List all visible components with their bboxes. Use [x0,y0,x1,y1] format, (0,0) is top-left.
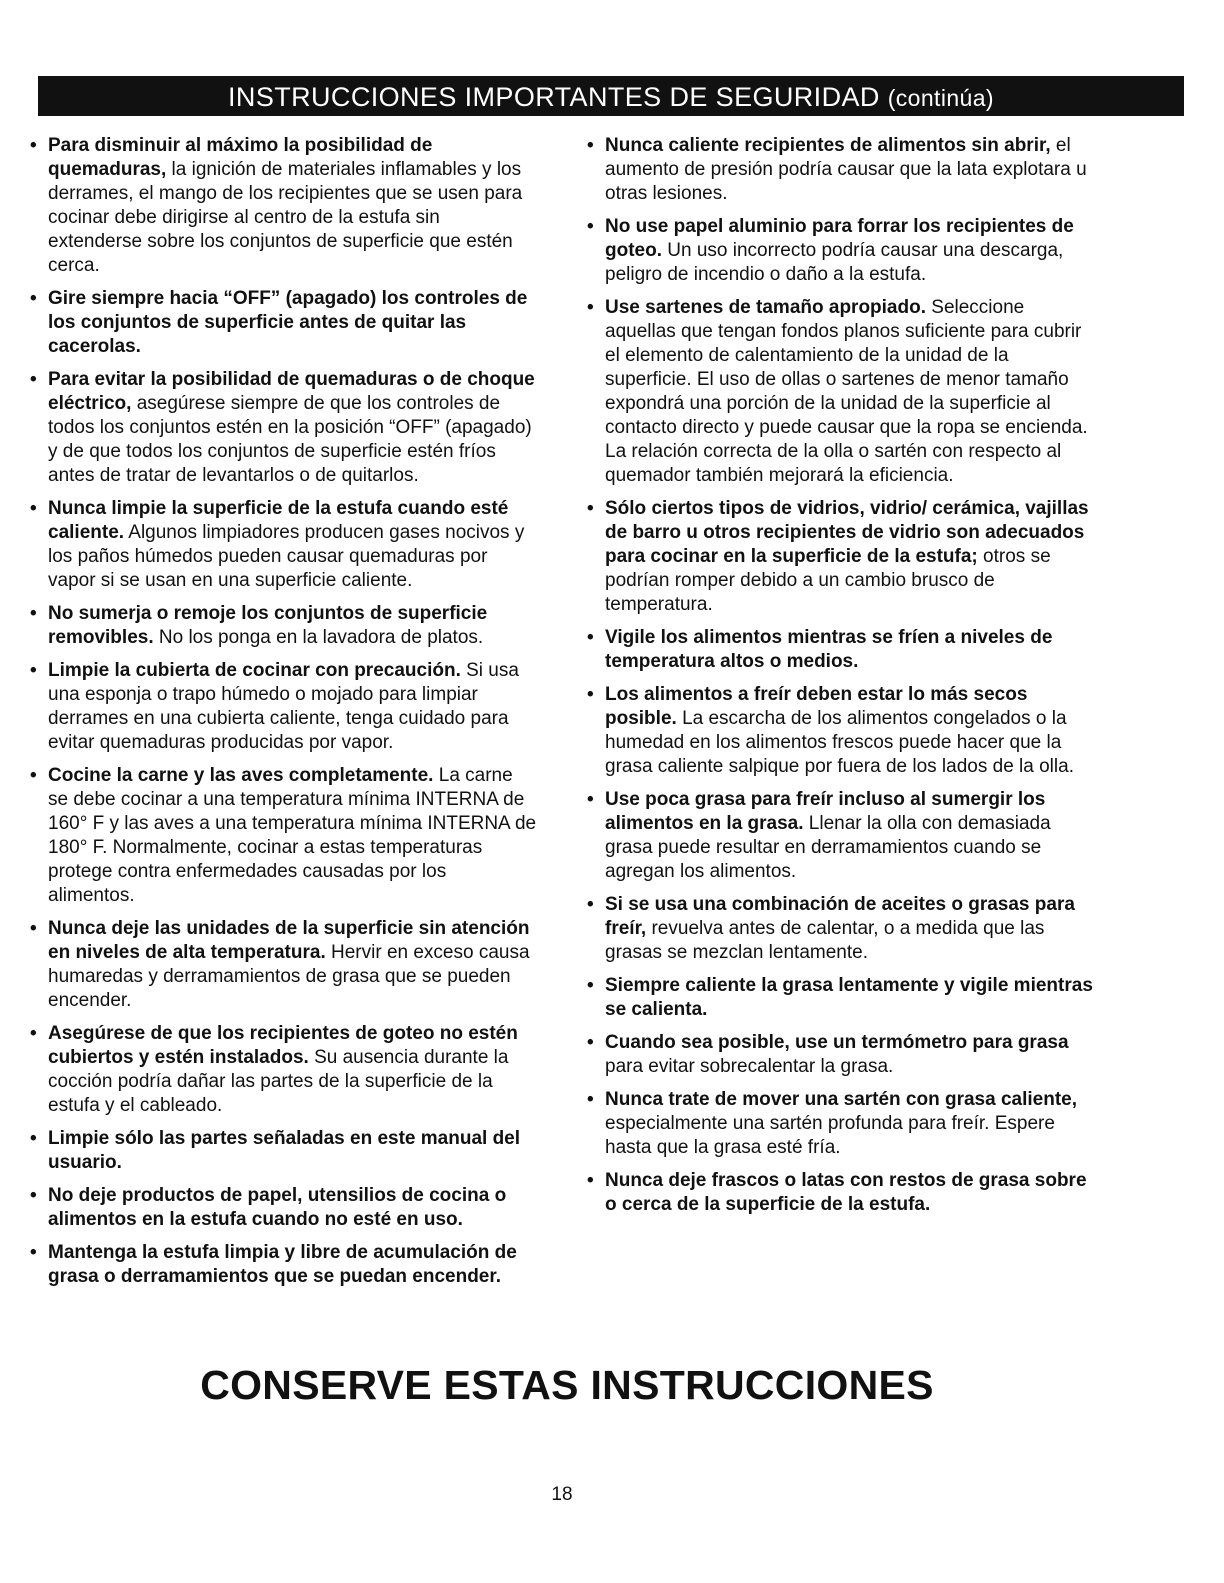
list-item [28,764,538,908]
bullet-icon: • [30,765,37,786]
bullet-icon: • [30,135,37,156]
bullet-icon: • [30,1242,37,1263]
item-heading: Gire siempre hacia “OFF” (apagado) los controles de los conjuntos de superficie antes de quitar las cacerolas. [48,288,528,357]
list-item [28,287,538,359]
item-text: para evitar sobrecalentar la grasa. [605,1056,894,1077]
list-item [585,788,1100,884]
list-item [28,368,538,488]
item-text: Seleccione aquellas que tengan fondos planos suficiente para cubrir el elemento de calentamiento de la unidad de la superficie. El uso de ollas o sartenes de menor tamaño expondrá una porción de la unidad de la superficie al contacto directo y puede causar que la ropa se encienda. La relación correcta de la olla o sartén con respecto al quemador también mejorará la eficiencia. [605,297,1088,486]
item-text: asegúrese siempre de que los controles de todos los conjuntos estén en la posición “OFF” (apagado) y de que todos los conjuntos de superficie estén fríos antes de tratar de levantarlos o de quitarlos. [48,393,532,486]
item-heading: No deje productos de papel, utensilios de cocina o alimentos en la estufa cuando no esté en uso. [48,1185,507,1230]
right-column [585,134,1100,1226]
list-item [28,1184,538,1232]
item-heading: Para disminuir al máximo la posibilidad de quemaduras, [48,135,433,180]
bullet-icon: • [30,1023,37,1044]
bullet-icon: • [30,369,37,390]
list-item [28,134,538,278]
item-text: el aumento de presión podría causar que la lata explotara u otras lesiones. [605,135,1087,204]
bullet-icon: • [587,1032,594,1053]
item-heading: Sólo ciertos tipos de vidrios, vidrio/ cerámica, vajillas de barro u otros recipientes de vidrio son adecuados para cocinar en la superficie de la estufa; [605,498,1089,567]
item-heading: Limpie la cubierta de cocinar con precaución. [48,660,461,681]
list-item [585,215,1100,287]
item-text: revuelva antes de calentar, o a medida que las grasas se mezclan lentamente. [605,918,1045,963]
list-item [28,1241,538,1289]
item-heading: Si se usa una combinación de aceites o grasas para freír, [605,894,1075,939]
item-heading: Vigile los alimentos mientras se fríen a niveles de temperatura altos o medios. [605,627,1053,672]
item-text: Hervir en exceso causa humaredas y derramamientos de grasa que se pueden encender. [48,942,530,1011]
list-item [585,1169,1100,1217]
item-heading: Los alimentos a freír deben estar lo más secos posible. [605,684,1028,729]
list-item [585,1088,1100,1160]
list-item [28,659,538,755]
item-heading: Nunca deje las unidades de la superficie sin atención en niveles de alta temperatura. [48,918,530,963]
item-heading: Nunca limpie la superficie de la estufa cuando esté caliente. [48,498,509,543]
footer-title: CONSERVE ESTAS INSTRUCCIONES [200,1362,934,1408]
item-heading: Nunca deje frascos o latas con restos de grasa sobre o cerca de la superficie de la estufa. [605,1170,1087,1215]
bullet-icon: • [587,1089,594,1110]
list-item [585,683,1100,779]
bullet-icon: • [30,603,37,624]
list-item [28,1022,538,1118]
item-heading: Para evitar la posibilidad de quemaduras o de choque eléctrico, [48,369,535,414]
bullet-icon: • [587,975,594,996]
banner-title: INSTRUCCIONES IMPORTANTES DE SEGURIDAD [228,82,880,112]
bullet-icon: • [30,660,37,681]
bullet-icon: • [30,918,37,939]
list-item [585,296,1100,488]
item-heading: Use sartenes de tamaño apropiado. [605,297,926,318]
page-number: 18 [551,1484,573,1505]
list-item [28,602,538,650]
item-heading: Use poca grasa para freír incluso al sumergir los alimentos en la grasa. [605,789,1046,834]
list-item [585,626,1100,674]
bullet-icon: • [587,894,594,915]
bullet-icon: • [30,498,37,519]
bullet-icon: • [587,297,594,318]
item-heading: Nunca trate de mover una sartén con grasa caliente, [605,1089,1078,1110]
bullet-icon: • [587,789,594,810]
banner-subtitle: (continúa) [887,85,994,111]
item-heading: No sumerja o remoje los conjuntos de superficie removibles. [48,603,488,648]
list-item [28,1127,538,1175]
item-text: Algunos limpiadores producen gases nocivos y los paños húmedos pueden causar quemaduras por vapor si se usan en una superficie caliente. [48,522,525,591]
list-item [585,974,1100,1022]
bullet-icon: • [587,135,594,156]
item-heading: Mantenga la estufa limpia y libre de acumulación de grasa o derramamientos que se puedan encender. [48,1242,517,1287]
bullet-icon: • [587,684,594,705]
item-heading: Asegúrese de que los recipientes de goteo no estén cubiertos y estén instalados. [48,1023,518,1068]
list-item [28,497,538,593]
section-banner [38,76,1184,116]
left-column [28,134,538,1298]
item-heading: No use papel aluminio para forrar los recipientes de goteo. [605,216,1074,261]
item-heading: Nunca caliente recipientes de alimentos sin abrir, [605,135,1051,156]
list-item [585,1031,1100,1079]
item-text: especialmente una sartén profunda para freír. Espere hasta que la grasa esté fría. [605,1113,1055,1158]
bullet-icon: • [30,288,37,309]
list-item [28,917,538,1013]
bullet-icon: • [30,1128,37,1149]
item-heading: Cuando sea posible, use un termómetro para grasa [605,1032,1069,1053]
item-heading: Cocine la carne y las aves completamente. [48,765,434,786]
bullet-icon: • [587,1170,594,1191]
item-text: Llenar la olla con demasiada grasa puede resultar en derramamientos cuando se agregan los alimentos. [605,813,1051,882]
item-text: Si usa una esponja o trapo húmedo o mojado para limpiar derrames en una cubierta caliente, tenga cuidado para evitar quemaduras producidas por vapor. [48,660,519,753]
list-item [585,497,1100,617]
bullet-icon: • [587,498,594,519]
item-text: La escarcha de los alimentos congelados o la humedad en los alimentos frescos puede hacer que la grasa caliente salpique por fuera de los lados de la olla. [605,708,1074,777]
list-item [585,134,1100,206]
item-text: Un uso incorrecto podría causar una descarga, peligro de incendio o daño a la estufa. [605,240,1064,285]
item-heading: Siempre caliente la grasa lentamente y vigile mientras se calienta. [605,975,1093,1020]
item-heading: Limpie sólo las partes señaladas en este manual del usuario. [48,1128,521,1173]
bullet-icon: • [30,1185,37,1206]
item-text: otros se podrían romper debido a un cambio brusco de temperatura. [605,546,1051,615]
list-item [585,893,1100,965]
item-text: la ignición de materiales inflamables y los derrames, el mango de los recipientes que se usen para cocinar debe dirigirse al centro de la estufa sin extenderse sobre los conjuntos de superficie que estén cerca. [48,159,523,276]
item-text: Su ausencia durante la cocción podría dañar las partes de la superficie de la estufa y el cableado. [48,1047,509,1116]
bullet-icon: • [587,627,594,648]
item-text: La carne se debe cocinar a una temperatura mínima INTERNA de 160° F y las aves a una temperatura mínima INTERNA de 180° F. Normalmente, cocinar a estas temperaturas protege contra enfermedades causadas por los alimentos. [48,765,537,906]
item-text: No los ponga en la lavadora de platos. [153,627,484,648]
bullet-icon: • [587,216,594,237]
